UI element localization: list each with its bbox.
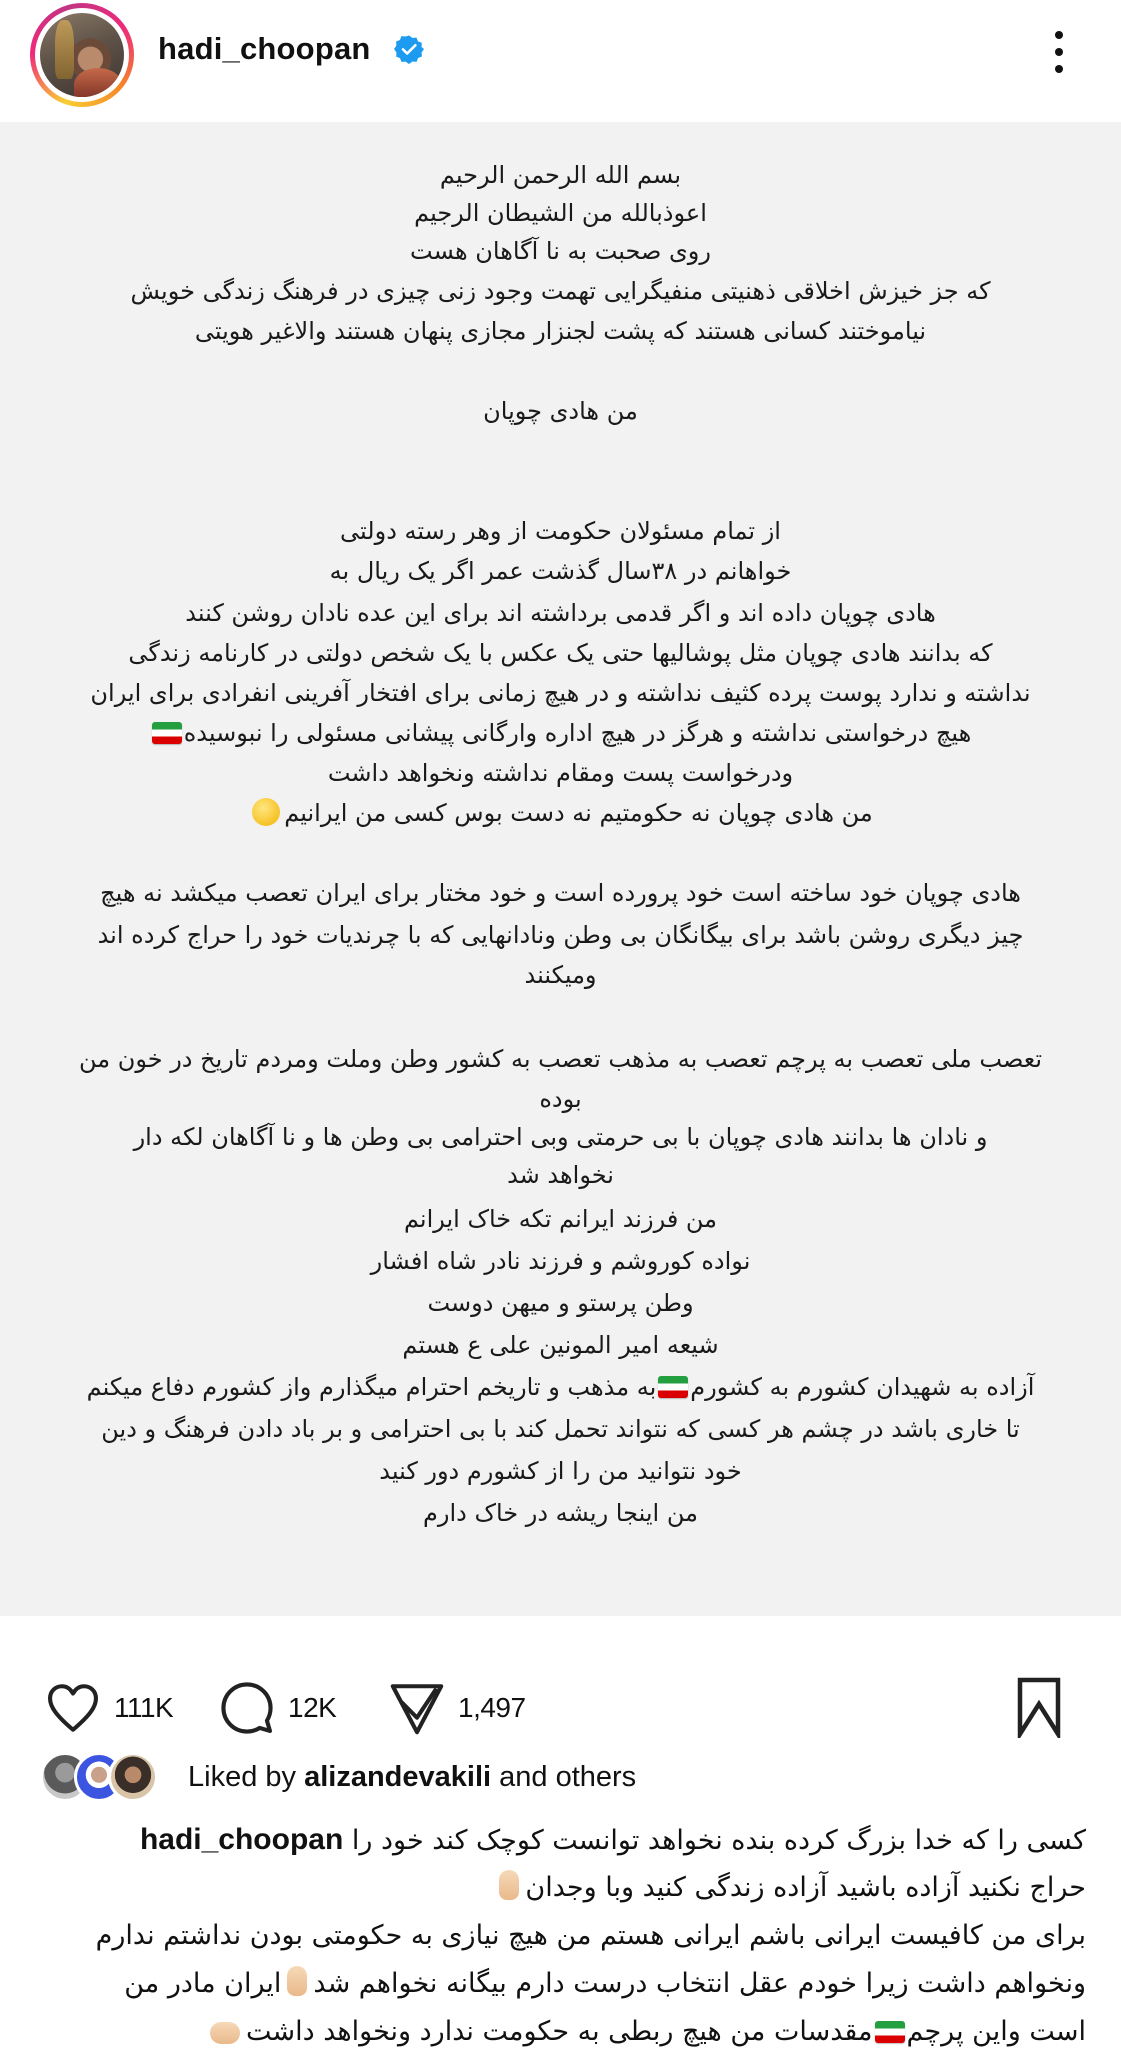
share-button[interactable] xyxy=(388,1680,526,1736)
caption-line xyxy=(36,1818,1086,1863)
post-text-segment: آزاده به شهیدان کشورم به کشورم xyxy=(690,1373,1035,1401)
post-text-line: من فرزند ایرانم تکه خاک ایرانم xyxy=(403,1205,718,1233)
liked-by-text xyxy=(188,1761,636,1794)
post-text-line: و نادان ها بدانند هادی چوپان با بی حرمتی وبی احترامی بی وطن ها و نا آگاهان لکه دار xyxy=(133,1123,988,1151)
vertical-ellipsis-icon xyxy=(1055,65,1063,73)
post-text-line: نیاموختند کسانی هستند که پشت لجنزار مجازی پنهان هستند والاغیر هویتی xyxy=(194,317,927,345)
post-text-line: که بدانند هادی چوپان مثل پوشالیها حتی یک عکس با یک شخص دولتی در کارنامه زندگی xyxy=(128,639,993,667)
post-text-segment: من هادی چوپان نه حکومتیم نه دست بوس کسی من ایرانیم xyxy=(284,799,873,827)
post-text-line: من اینجا ریشه در خاک دارم xyxy=(423,1499,698,1527)
post-header xyxy=(0,0,1121,122)
liker-avatars xyxy=(40,1752,178,1802)
iran-flag-emoji-icon xyxy=(658,1376,688,1398)
pointing-hand-emoji-icon xyxy=(210,2022,240,2044)
bookmark-icon[interactable] xyxy=(1016,1676,1062,1738)
post-text-line: چیز دیگری روشن باشد برای بیگانگان بی وطن ونادانهایی که با چرندیات خود را حراج کرده اند xyxy=(97,921,1024,949)
post-text-line xyxy=(0,794,1121,832)
pointing-hand-emoji-icon xyxy=(287,1966,307,1996)
caption-text: ونخواهم داشت زیرا خودم عقل انتخاب درست دارم بیگانه نخواهم شد xyxy=(313,1968,1086,1999)
liked-by-suffix: and others xyxy=(499,1760,637,1793)
post-text-line: من هادی چوپان xyxy=(483,397,638,425)
like-button[interactable] xyxy=(44,1680,173,1736)
liked-by-row[interactable] xyxy=(40,1752,636,1802)
post-text-line xyxy=(0,1368,1121,1406)
post-text-line: بسم الله الرحمن الرحیم xyxy=(439,161,682,189)
vertical-ellipsis-icon xyxy=(1055,48,1063,56)
post-text-segment: هیچ درخواستی نداشته و هرگز در هیچ اداره وارگانی پیشانی مسئولی را نبوسیده xyxy=(183,719,972,747)
post-text-line: اعوذبالله من الشیطان الرجیم xyxy=(414,199,707,227)
caption-line xyxy=(36,2010,1086,2048)
post-text-line: هادی چوپان خود ساخته است خود پرورده است و خود مختار برای ایران تعصب میکشد نه هیچ xyxy=(100,879,1021,907)
iran-flag-emoji-icon xyxy=(875,2021,905,2043)
post-text-line: وطن پرستو و میهن دوست xyxy=(427,1289,694,1317)
liker-avatar xyxy=(108,1752,158,1802)
caption-line xyxy=(36,1962,1086,2006)
post-text-line: هادی چوپان داده اند و اگر قدمی برداشته اند برای این عده نادان روشن کنند xyxy=(185,599,936,627)
face-emoji-icon xyxy=(252,798,280,826)
more-options-button[interactable] xyxy=(1044,26,1074,76)
post-text-line: نواده کوروشم و فرزند نادر شاه افشار xyxy=(370,1247,751,1275)
post-text-line: نداشته و ندارد پوست پرده کثیف نداشته و در هیچ زمانی برای افتخار آفرینی انفرادی برای ایران xyxy=(90,679,1031,707)
liked-by-user-link[interactable]: alizandevakili xyxy=(304,1760,492,1793)
avatar-ring-inner xyxy=(35,8,129,102)
post-text-line: که جز خیزش اخلاقی ذهنیتی منفیگرایی تهمت وجود زنی چیزی در فرهنگ زندگی خویش xyxy=(130,277,991,305)
post-text-line: از تمام مسئولان حکومت از وهر رسته دولتی xyxy=(340,517,781,545)
caption-line: برای من کافیست ایرانی باشم ایرانی هستم من هیچ نیازی به حکومتی بودن نداشتم ندارم xyxy=(95,1920,1086,1951)
post-text-line: تا خاری باشد در چشم هر کسی که نتواند تحمل کند با بی احترامی و بر باد دادن فرهنگ و دین xyxy=(101,1415,1020,1443)
post-text-line: ومیکنند xyxy=(524,961,597,989)
avatar-photo xyxy=(40,13,124,97)
caption-text: حراج نکنید آزاده باشید آزاده زندگی کنید وبا وجدان xyxy=(525,1872,1086,1903)
comment-button[interactable] xyxy=(218,1680,336,1736)
caption-text: ایران مادر من xyxy=(124,1968,282,1999)
post-text-line: ودرخواست پست ومقام نداشته ونخواهد داشت xyxy=(327,759,794,787)
caption-text: مقدسات من هیچ ربطی به حکومت ندارد ونخواهد داشت xyxy=(245,2016,873,2047)
caption-text: است واین پرچم xyxy=(906,2016,1086,2047)
post-text-line: خود نتوانید من را از کشورم دور کنید xyxy=(379,1457,742,1485)
profile-avatar[interactable] xyxy=(30,3,134,107)
post-text-line: شیعه امیر المونین علی ع هستم xyxy=(402,1331,719,1359)
vertical-ellipsis-icon xyxy=(1055,31,1063,39)
post-text-line: بوده xyxy=(539,1085,582,1113)
paper-plane-icon xyxy=(388,1679,446,1737)
post-image[interactable] xyxy=(0,122,1121,1616)
post-text-line: خواهانم در ۳۸سال گذشت عمر اگر یک ریال به xyxy=(329,557,792,585)
heart-icon xyxy=(44,1679,102,1737)
post-text-line: تعصب ملی تعصب به پرچم تعصب به مذهب تعصب به کشور وطن وملت ومردم تاریخ در خون من xyxy=(78,1045,1043,1073)
username-link[interactable]: hadi_choopan xyxy=(158,31,371,66)
post-text-line: روی صحبت به نا آگاهان هست xyxy=(410,237,711,265)
liked-by-prefix: Liked by xyxy=(188,1760,297,1793)
post-action-bar xyxy=(0,1616,1121,1746)
verified-badge-icon xyxy=(394,34,424,64)
post-text-segment: به مذهب و تاریخم احترام میگذارم واز کشورم دفاع میکنم xyxy=(86,1373,657,1401)
caption-line xyxy=(36,1866,1086,1910)
share-count: 1,497 xyxy=(458,1692,526,1723)
comment-bubble-icon xyxy=(218,1679,276,1737)
like-count: 111K xyxy=(114,1692,174,1723)
pointing-hand-emoji-icon xyxy=(499,1870,519,1900)
comment-count: 12K xyxy=(288,1692,337,1723)
post-text-line xyxy=(0,714,1121,752)
post-text-line: نخواهد شد xyxy=(507,1161,614,1189)
iran-flag-emoji-icon xyxy=(152,722,182,744)
caption-username-link[interactable]: hadi_choopan xyxy=(139,1823,344,1856)
caption-text: کسی را که خدا بزرگ کرده بنده نخواهد توانست کوچک کند خود را xyxy=(351,1825,1086,1856)
